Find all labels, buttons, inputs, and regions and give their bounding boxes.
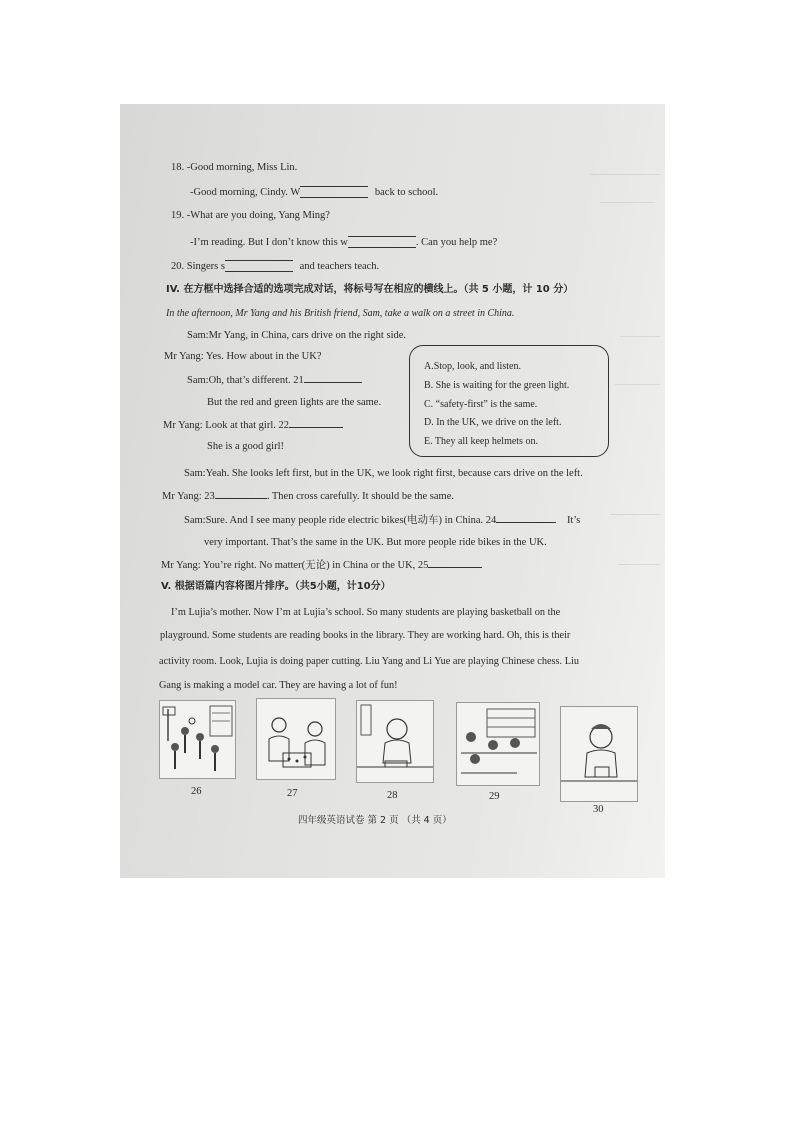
dialogue-line-1: Sam:Mr Yang, in China, cars drive on the right side. <box>187 330 407 341</box>
option-c: C. “safety-first” is the same. <box>424 399 538 410</box>
q22-answer-blank[interactable] <box>289 417 343 428</box>
dialogue-line-2: Mr Yang: Yes. How about in the UK? <box>164 351 322 362</box>
q19-prompt: -I’m reading. But I don’t know this w <box>190 237 348 248</box>
option-a: A.Stop, look, and listen. <box>424 361 521 372</box>
passage-line-1: I’m Lujia’s mother. Now I’m at Lujia’s school. So many students are playing basketball on the <box>171 607 561 618</box>
passage-line-2: playground. Some students are reading books in the library. They are working hard. Oh, this is their <box>160 630 571 641</box>
picture-number-29: 29 <box>489 791 500 802</box>
q20-line <box>171 260 379 273</box>
dialogue-line-8 <box>162 488 454 503</box>
dialogue-line-10: very important. That’s the same in the UK. But more people ride bikes in the UK. <box>204 537 547 548</box>
section4-heading: IV. 在方框中选择合适的选项完成对话，将标号写在相应的横线上。（共 5 小题，计 10 分） <box>166 284 574 295</box>
picture-number-26: 26 <box>191 786 202 797</box>
q24-answer-blank[interactable] <box>496 512 556 523</box>
q19-answer-blank[interactable] <box>348 236 416 248</box>
dialogue-line-3 <box>187 372 362 387</box>
dialogue-line-6: She is a good girl! <box>207 441 284 452</box>
page-footer: 四年级英语试卷 第 2 页 （共 4 页） <box>298 815 452 826</box>
picture-paper-cutting <box>560 706 638 802</box>
q18-prompt: -Good morning, Cindy. W <box>190 187 301 198</box>
dialogue-line-11 <box>161 557 482 572</box>
q18-line1: 18. -Good morning, Miss Lin. <box>171 162 298 173</box>
q25-prompt: Mr Yang: You’re right. No matter(无论) in China or the UK, 25 <box>161 560 429 571</box>
q18-suffix: back to school. <box>374 187 439 198</box>
q20-prompt: 20. Singers s <box>171 261 225 272</box>
picture-basketball <box>159 700 236 779</box>
q25-answer-blank[interactable] <box>428 557 482 568</box>
picture-chess <box>256 698 336 780</box>
dialogue-line-7: Sam:Yeah. She looks left first, but in the UK, we look right first, because cars drive on the left. <box>184 468 583 479</box>
picture-library <box>456 702 540 786</box>
q23-suffix: . Then cross carefully. It should be the same. <box>266 491 455 502</box>
option-d: D. In the UK, we drive on the left. <box>424 417 562 428</box>
dialogue-line-5 <box>163 417 343 432</box>
option-e: E. They all keep helmets on. <box>424 436 538 447</box>
q19-suffix: . Can you help me? <box>415 237 498 248</box>
q19-line2 <box>190 236 497 249</box>
q18-answer-blank[interactable] <box>300 186 368 198</box>
picture-number-30: 30 <box>593 804 604 815</box>
q21-prompt: Sam:Oh, that’s different. 21 <box>187 375 304 386</box>
options-box <box>409 345 609 457</box>
q24-prompt: Sam:Sure. And I see many people ride electric bikes(电动车) in China. 24 <box>184 515 497 526</box>
q20-answer-blank[interactable] <box>225 260 293 272</box>
picture-model-car <box>356 700 434 783</box>
q22-prompt: Mr Yang: Look at that girl. 22 <box>163 420 289 431</box>
section4-intro: In the afternoon, Mr Yang and his British friend, Sam, take a walk on a street in China. <box>166 308 515 319</box>
q23-answer-blank[interactable] <box>215 488 267 499</box>
q20-suffix: and teachers teach. <box>299 261 380 272</box>
dialogue-line-4: But the red and green lights are the same. <box>207 397 382 408</box>
section5-heading: V. 根据语篇内容将图片排序。（共5小题，计10分） <box>161 581 391 592</box>
option-b: B. She is waiting for the green light. <box>424 380 570 391</box>
q24-suffix: It’s <box>566 515 581 526</box>
passage-line-4: Gang is making a model car. They are having a lot of fun! <box>159 680 398 691</box>
q21-answer-blank[interactable] <box>304 372 362 383</box>
dialogue-line-9 <box>184 512 580 527</box>
q19-line1: 19. -What are you doing, Yang Ming? <box>171 210 330 221</box>
picture-number-27: 27 <box>287 788 298 799</box>
q23-prompt: Mr Yang: 23 <box>162 491 215 502</box>
passage-line-3: activity room. Look, Lujia is doing paper cutting. Liu Yang and Li Yue are playing Chinese chess. Liu <box>159 656 579 667</box>
q18-line2 <box>190 186 438 199</box>
picture-number-28: 28 <box>387 790 398 801</box>
